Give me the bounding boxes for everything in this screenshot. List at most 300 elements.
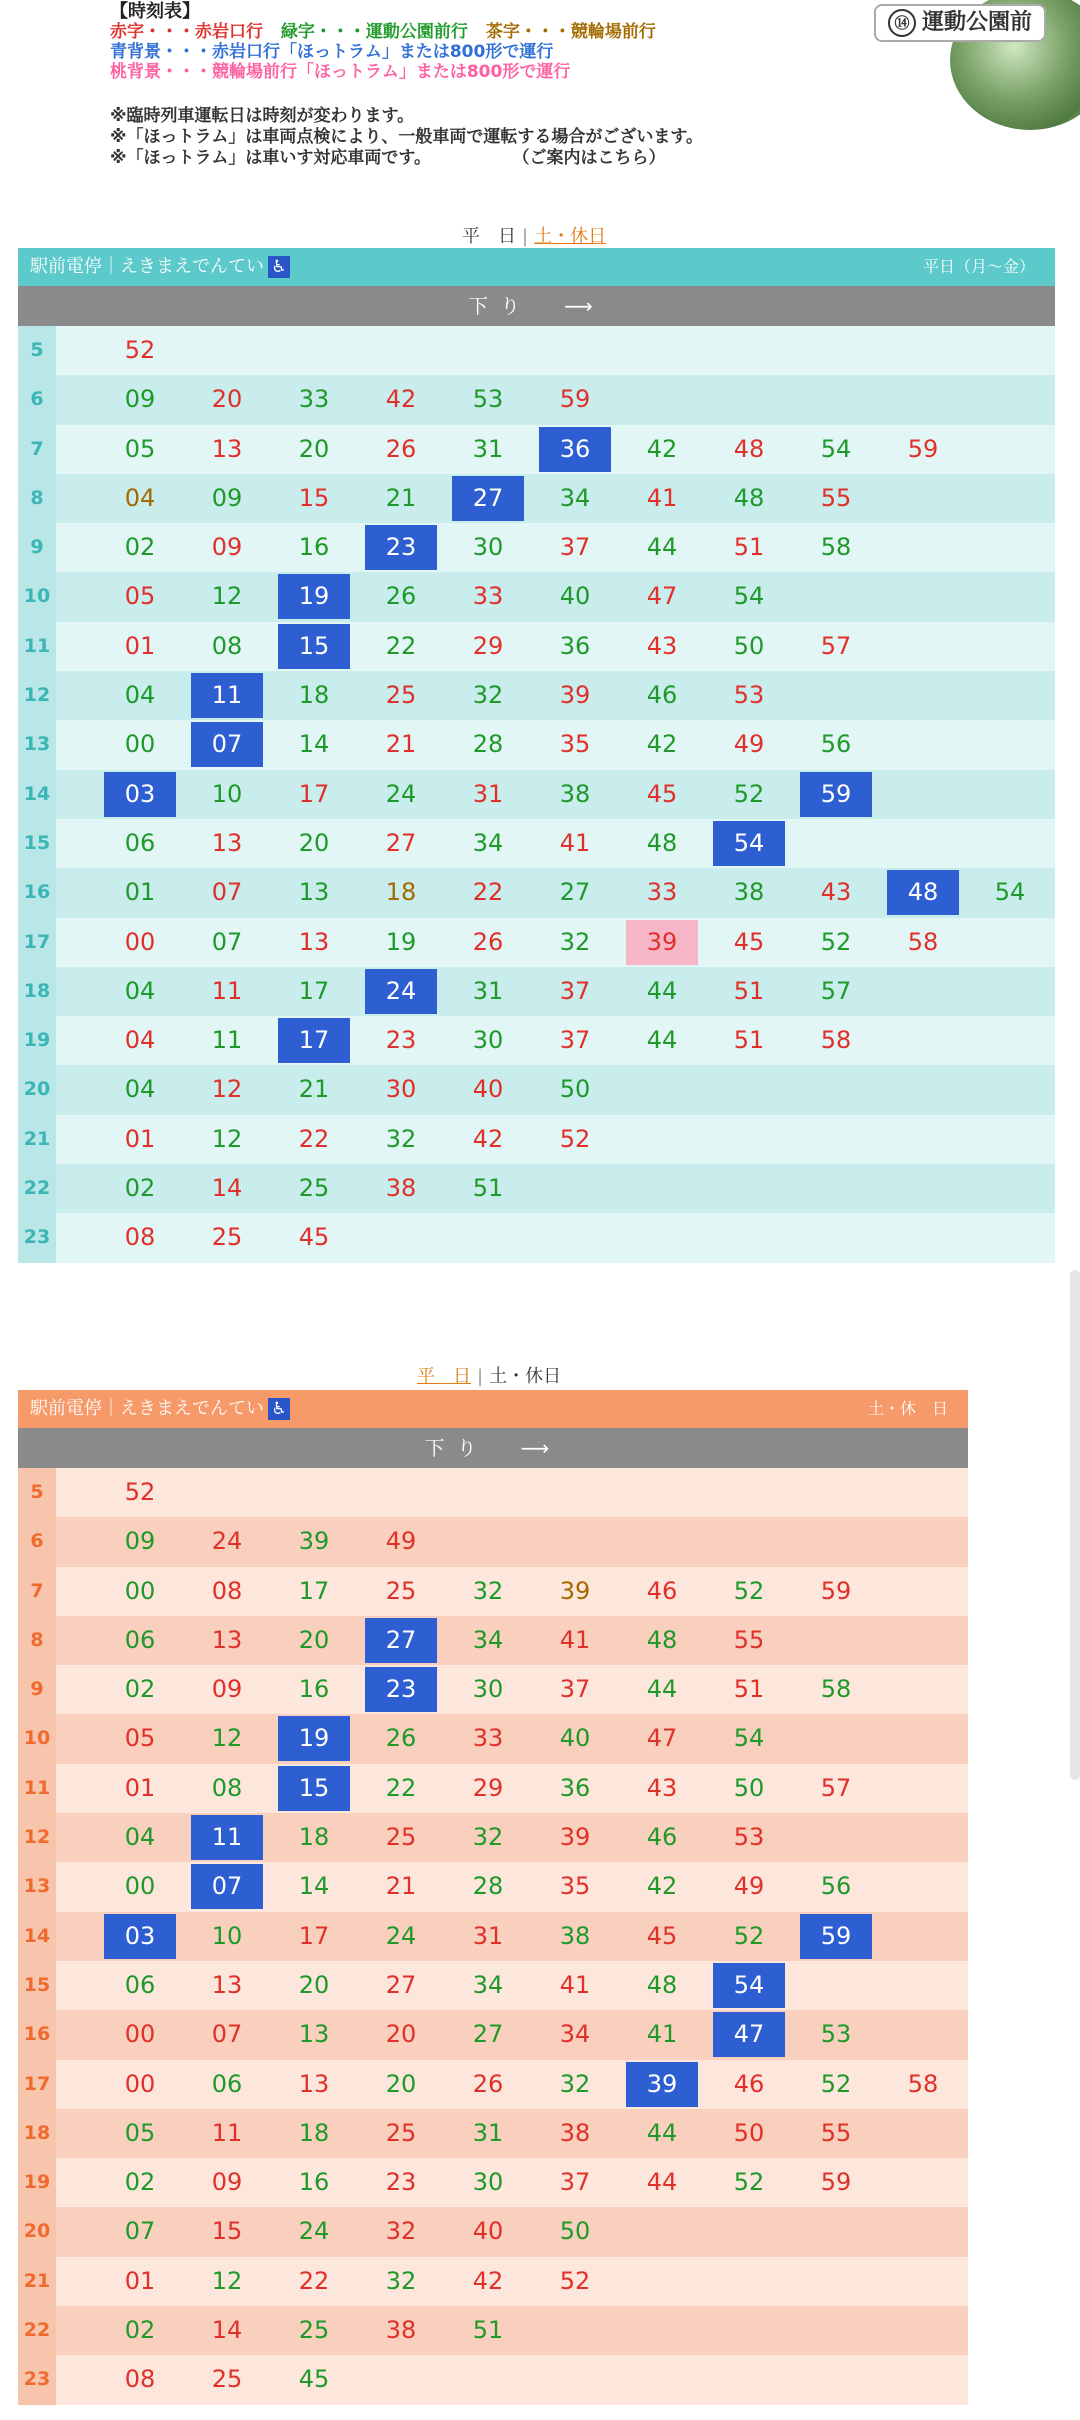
departure-minute: 43 xyxy=(820,878,852,907)
departure-minute: 42 xyxy=(646,730,678,759)
departure-minute: 16 xyxy=(298,2168,330,2197)
departure-minute: 07 xyxy=(211,927,243,956)
departure-minute: 22 xyxy=(385,1773,417,1802)
hour-row xyxy=(18,2060,968,2109)
departure-minute: 05 xyxy=(124,1724,156,1753)
hour-row xyxy=(18,2109,968,2158)
hour-label: 8 xyxy=(18,474,56,523)
hour-row xyxy=(18,1813,968,1862)
hour-label: 7 xyxy=(18,1567,56,1616)
departure-minute: 42 xyxy=(472,1124,504,1153)
departure-minute: 02 xyxy=(124,2316,156,2345)
stop-number: ⑭ xyxy=(888,9,916,37)
hour-row xyxy=(18,2010,968,2059)
departure-minute: 49 xyxy=(733,730,765,759)
hour-label: 14 xyxy=(18,770,56,819)
note-3: ※「ほっトラム」は車いす対応車両です。 xyxy=(110,148,431,168)
guide-link[interactable]: （ご案内はこちら） xyxy=(521,148,666,168)
departure-minute: 39 xyxy=(559,681,591,710)
departure-minute: 51 xyxy=(733,976,765,1005)
departure-minute: 43 xyxy=(646,1773,678,1802)
departure-minute: 05 xyxy=(124,582,156,611)
departure-minute: 40 xyxy=(559,582,591,611)
hour-label: 19 xyxy=(18,2158,56,2207)
departure-minute: 21 xyxy=(385,1872,417,1901)
hour-row xyxy=(18,572,1055,621)
departure-minute: 58 xyxy=(907,927,939,956)
departure-minute: 12 xyxy=(211,1124,243,1153)
departure-minute: 09 xyxy=(124,1527,156,1556)
departure-minute: 13 xyxy=(298,2069,330,2098)
departure-minute: 57 xyxy=(820,976,852,1005)
legend-red: 赤字・・・赤岩口行 xyxy=(110,22,263,42)
timetable-header xyxy=(18,1390,968,1428)
legend-brown: 茶字・・・競輪場前行 xyxy=(485,22,656,42)
departure-minute: 18 xyxy=(298,681,330,710)
departure-minute: 14 xyxy=(211,1174,243,1203)
hour-label: 19 xyxy=(18,1016,56,1065)
departure-minute: 55 xyxy=(820,483,852,512)
day-type-label: 平日（月〜金） xyxy=(922,257,1035,276)
departure-minute: 25 xyxy=(385,2118,417,2147)
departure-minute: 52 xyxy=(820,2069,852,2098)
legend-title: 【時刻表】 xyxy=(110,1,200,22)
hour-row xyxy=(18,770,1055,819)
departure-minute: 21 xyxy=(385,483,417,512)
hour-row xyxy=(18,1714,968,1763)
departure-minute: 22 xyxy=(385,631,417,660)
hour-label: 13 xyxy=(18,720,56,769)
departure-minute: 36 xyxy=(559,1773,591,1802)
departure-minute: 40 xyxy=(472,2217,504,2246)
departure-minute: 00 xyxy=(124,1576,156,1605)
departure-minute: 47 xyxy=(713,2012,785,2057)
departure-minute: 30 xyxy=(472,533,504,562)
hour-row xyxy=(18,967,1055,1016)
note-2: ※「ほっトラム」は車両点検により、一般車両で運転する場合がございます。 xyxy=(110,127,703,147)
departure-minute: 48 xyxy=(646,1625,678,1654)
departure-minute: 17 xyxy=(298,976,330,1005)
legend-pink-bg: 桃背景・・・競輪場前行「ほっトラム」または800形で運行 xyxy=(110,62,571,82)
departure-minute: 06 xyxy=(124,1625,156,1654)
departure-minute: 13 xyxy=(211,434,243,463)
tab-holiday[interactable]: 土・休日 xyxy=(534,226,607,247)
legend xyxy=(110,2,668,82)
hour-label: 6 xyxy=(18,375,56,424)
departure-minute: 32 xyxy=(472,1576,504,1605)
departure-minute: 02 xyxy=(124,533,156,562)
departure-minute: 21 xyxy=(298,1075,330,1104)
departure-minute: 41 xyxy=(646,2020,678,2049)
departure-minute: 34 xyxy=(472,1625,504,1654)
hour-row xyxy=(18,671,1055,720)
departure-minute: 38 xyxy=(559,779,591,808)
departure-minute: 28 xyxy=(472,730,504,759)
departure-minute: 25 xyxy=(385,681,417,710)
hour-label: 5 xyxy=(18,326,56,375)
hour-label: 11 xyxy=(18,1764,56,1813)
departure-minute: 15 xyxy=(278,624,350,669)
departure-minute: 00 xyxy=(124,1872,156,1901)
departure-minute: 32 xyxy=(385,1124,417,1153)
departure-minute: 44 xyxy=(646,2168,678,2197)
departure-minute: 23 xyxy=(365,525,437,570)
hour-label: 13 xyxy=(18,1862,56,1911)
departure-minute: 54 xyxy=(994,878,1026,907)
departure-minute: 04 xyxy=(124,483,156,512)
hour-row xyxy=(18,2207,968,2256)
departure-minute: 22 xyxy=(298,1124,330,1153)
departure-minute: 20 xyxy=(298,434,330,463)
departure-minute: 25 xyxy=(385,1576,417,1605)
departure-minute: 25 xyxy=(298,2316,330,2345)
hour-row xyxy=(18,474,1055,523)
departure-minute: 24 xyxy=(365,969,437,1014)
hour-row xyxy=(18,918,1055,967)
departure-minute: 40 xyxy=(559,1724,591,1753)
departure-minute: 58 xyxy=(820,1675,852,1704)
departure-minute: 24 xyxy=(385,1921,417,1950)
departure-minute: 04 xyxy=(124,1075,156,1104)
departure-minute: 45 xyxy=(298,2365,330,2394)
departure-minute: 54 xyxy=(733,582,765,611)
departure-minute: 42 xyxy=(385,385,417,414)
hour-row xyxy=(18,868,1055,917)
departure-minute: 32 xyxy=(472,1823,504,1852)
wheelchair-icon: ♿ xyxy=(268,1398,290,1420)
departure-minute: 34 xyxy=(559,2020,591,2049)
departure-minute: 20 xyxy=(211,385,243,414)
departure-minute: 22 xyxy=(298,2266,330,2295)
departure-minute: 20 xyxy=(298,828,330,857)
departure-minute: 09 xyxy=(211,483,243,512)
departure-minute: 52 xyxy=(559,1124,591,1153)
departure-minute: 45 xyxy=(646,779,678,808)
tab-weekday[interactable]: 平 日 xyxy=(417,1366,471,1387)
hour-label: 18 xyxy=(18,2109,56,2158)
hour-row xyxy=(18,1468,968,1517)
departure-minute: 25 xyxy=(211,1223,243,1252)
departure-minute: 37 xyxy=(559,533,591,562)
departure-minute: 44 xyxy=(646,1026,678,1055)
departure-minute: 09 xyxy=(124,385,156,414)
departure-minute: 08 xyxy=(211,631,243,660)
hour-label: 11 xyxy=(18,622,56,671)
hour-label: 6 xyxy=(18,1517,56,1566)
departure-minute: 59 xyxy=(820,2168,852,2197)
departure-minute: 11 xyxy=(211,1026,243,1055)
hour-label: 15 xyxy=(18,1961,56,2010)
departure-minute: 14 xyxy=(298,1872,330,1901)
departure-minute: 41 xyxy=(559,1625,591,1654)
departure-minute: 13 xyxy=(211,1970,243,1999)
departure-minute: 26 xyxy=(385,1724,417,1753)
hour-label: 9 xyxy=(18,523,56,572)
departure-minute: 54 xyxy=(713,821,785,866)
departure-minute: 15 xyxy=(278,1766,350,1811)
direction-label: 下り ⟶ xyxy=(18,286,1055,326)
departure-minute: 39 xyxy=(626,920,698,965)
departure-minute: 44 xyxy=(646,2118,678,2147)
hour-label: 16 xyxy=(18,2010,56,2059)
departure-minute: 46 xyxy=(646,1576,678,1605)
departure-minute: 07 xyxy=(191,722,263,767)
hour-row xyxy=(18,622,1055,671)
departure-minute: 01 xyxy=(124,1773,156,1802)
departure-minute: 11 xyxy=(211,2118,243,2147)
direction-label: 下り ⟶ xyxy=(18,1428,968,1468)
weekday-switch: 平 日 | 土・休日 xyxy=(462,226,607,247)
departure-minute: 32 xyxy=(385,2217,417,2246)
departure-minute: 23 xyxy=(365,1667,437,1712)
holiday-switch: 平 日 | 土・休日 xyxy=(417,1366,562,1387)
departure-minute: 22 xyxy=(472,878,504,907)
departure-minute: 24 xyxy=(211,1527,243,1556)
departure-minute: 52 xyxy=(124,1478,156,1506)
departure-minute: 17 xyxy=(298,779,330,808)
departure-minute: 01 xyxy=(124,1124,156,1153)
departure-minute: 31 xyxy=(472,976,504,1005)
departure-minute: 48 xyxy=(646,1970,678,1999)
departure-minute: 53 xyxy=(472,385,504,414)
departure-minute: 50 xyxy=(559,2217,591,2246)
hour-label: 10 xyxy=(18,1714,56,1763)
departure-minute: 20 xyxy=(385,2069,417,2098)
hour-row xyxy=(18,326,1055,375)
hour-row xyxy=(18,1764,968,1813)
hour-row xyxy=(18,2355,968,2404)
departure-minute: 58 xyxy=(820,1026,852,1055)
departure-minute: 04 xyxy=(124,681,156,710)
hour-row xyxy=(18,2306,968,2355)
hour-label: 17 xyxy=(18,918,56,967)
hour-label: 21 xyxy=(18,2257,56,2306)
departure-minute: 17 xyxy=(278,1018,350,1063)
departure-minute: 18 xyxy=(385,878,417,907)
departure-minute: 28 xyxy=(472,1872,504,1901)
departure-minute: 09 xyxy=(211,1675,243,1704)
departure-minute: 34 xyxy=(472,1970,504,1999)
departure-minute: 42 xyxy=(472,2266,504,2295)
departure-minute: 54 xyxy=(820,434,852,463)
tab-weekday[interactable]: 平 日 xyxy=(462,226,516,247)
departure-minute: 01 xyxy=(124,631,156,660)
departure-minute: 32 xyxy=(559,2069,591,2098)
departure-minute: 10 xyxy=(211,1921,243,1950)
departure-minute: 45 xyxy=(733,927,765,956)
departure-minute: 56 xyxy=(820,730,852,759)
departure-minute: 27 xyxy=(452,476,524,521)
departure-minute: 38 xyxy=(733,878,765,907)
weekday-timetable xyxy=(18,248,1055,1263)
scrollbar[interactable] xyxy=(1070,1270,1080,1780)
departure-minute: 02 xyxy=(124,1174,156,1203)
departure-minute: 52 xyxy=(820,927,852,956)
departure-minute: 44 xyxy=(646,976,678,1005)
departure-minute: 38 xyxy=(385,1174,417,1203)
departure-minute: 16 xyxy=(298,533,330,562)
departure-minute: 23 xyxy=(385,1026,417,1055)
departure-minute: 40 xyxy=(472,1075,504,1104)
hour-row xyxy=(18,523,1055,572)
departure-minute: 18 xyxy=(298,2118,330,2147)
departure-minute: 35 xyxy=(559,730,591,759)
departure-minute: 31 xyxy=(472,2118,504,2147)
departure-minute: 24 xyxy=(385,779,417,808)
departure-minute: 46 xyxy=(646,1823,678,1852)
departure-minute: 33 xyxy=(298,385,330,414)
hour-row xyxy=(18,2257,968,2306)
departure-minute: 26 xyxy=(385,434,417,463)
hour-label: 18 xyxy=(18,967,56,1016)
departure-minute: 13 xyxy=(298,927,330,956)
departure-minute: 34 xyxy=(559,483,591,512)
hour-label: 16 xyxy=(18,868,56,917)
departure-minute: 26 xyxy=(385,582,417,611)
hour-label: 23 xyxy=(18,2355,56,2404)
departure-minute: 20 xyxy=(298,1625,330,1654)
departure-minute: 12 xyxy=(211,582,243,611)
hour-row xyxy=(18,425,1055,474)
departure-minute: 20 xyxy=(298,1970,330,1999)
departure-minute: 13 xyxy=(211,828,243,857)
hour-row xyxy=(18,1517,968,1566)
hour-label: 12 xyxy=(18,671,56,720)
timetable-rows xyxy=(18,326,1055,1263)
hour-row xyxy=(18,1665,968,1714)
departure-minute: 31 xyxy=(472,434,504,463)
note-1: ※臨時列車運転日は時刻が変わります。 xyxy=(110,106,415,126)
departure-minute: 52 xyxy=(733,1921,765,1950)
departure-minute: 52 xyxy=(733,1576,765,1605)
departure-minute: 08 xyxy=(211,1576,243,1605)
departure-minute: 31 xyxy=(472,1921,504,1950)
departure-minute: 56 xyxy=(820,1872,852,1901)
hour-label: 20 xyxy=(18,2207,56,2256)
departure-minute: 37 xyxy=(559,1675,591,1704)
departure-minute: 17 xyxy=(298,1576,330,1605)
departure-minute: 25 xyxy=(211,2365,243,2394)
departure-minute: 51 xyxy=(733,1675,765,1704)
departure-minute: 33 xyxy=(472,582,504,611)
departure-minute: 50 xyxy=(733,2118,765,2147)
departure-minute: 25 xyxy=(385,1823,417,1852)
hour-label: 22 xyxy=(18,2306,56,2355)
hour-row xyxy=(18,720,1055,769)
departure-minute: 38 xyxy=(559,2118,591,2147)
departure-minute: 52 xyxy=(733,2168,765,2197)
departure-minute: 14 xyxy=(298,730,330,759)
departure-minute: 05 xyxy=(124,434,156,463)
departure-minute: 48 xyxy=(646,828,678,857)
departure-minute: 26 xyxy=(472,2069,504,2098)
hour-row xyxy=(18,1016,1055,1065)
departure-minute: 34 xyxy=(472,828,504,857)
departure-minute: 02 xyxy=(124,2168,156,2197)
day-type-label: 土・休 日 xyxy=(867,1399,948,1418)
timetable-header xyxy=(18,248,1055,286)
hour-label: 5 xyxy=(18,1468,56,1517)
hour-row xyxy=(18,1115,1055,1164)
departure-minute: 29 xyxy=(472,631,504,660)
departure-minute: 00 xyxy=(124,2069,156,2098)
departure-minute: 37 xyxy=(559,2168,591,2197)
departure-minute: 03 xyxy=(104,1914,176,1959)
departure-minute: 42 xyxy=(646,434,678,463)
departure-minute: 55 xyxy=(733,1625,765,1654)
departure-minute: 47 xyxy=(646,1724,678,1753)
departure-minute: 41 xyxy=(559,1970,591,1999)
departure-minute: 06 xyxy=(124,1970,156,1999)
departure-minute: 19 xyxy=(385,927,417,956)
hour-row xyxy=(18,1912,968,1961)
departure-minute: 12 xyxy=(211,1075,243,1104)
departure-minute: 27 xyxy=(385,828,417,857)
hour-label: 22 xyxy=(18,1164,56,1213)
departure-minute: 50 xyxy=(733,631,765,660)
wheelchair-icon: ♿ xyxy=(268,256,290,278)
hour-row xyxy=(18,1164,1055,1213)
departure-minute: 00 xyxy=(124,2020,156,2049)
departure-minute: 07 xyxy=(211,2020,243,2049)
departure-minute: 07 xyxy=(124,2217,156,2246)
departure-minute: 45 xyxy=(646,1921,678,1950)
departure-minute: 19 xyxy=(278,574,350,619)
departure-minute: 46 xyxy=(646,681,678,710)
departure-minute: 13 xyxy=(298,878,330,907)
departure-minute: 59 xyxy=(559,385,591,414)
hour-label: 12 xyxy=(18,1813,56,1862)
hour-label: 10 xyxy=(18,572,56,621)
hour-label: 15 xyxy=(18,819,56,868)
departure-minute: 19 xyxy=(278,1716,350,1761)
legend-green: 緑字・・・運動公園前行 xyxy=(280,22,468,42)
departure-minute: 32 xyxy=(385,2266,417,2295)
departure-minute: 58 xyxy=(820,533,852,562)
hour-row xyxy=(18,819,1055,868)
departure-minute: 21 xyxy=(385,730,417,759)
departure-minute: 27 xyxy=(559,878,591,907)
departure-minute: 00 xyxy=(124,927,156,956)
departure-minute: 04 xyxy=(124,1026,156,1055)
departure-minute: 04 xyxy=(124,976,156,1005)
departure-minute: 01 xyxy=(124,2266,156,2295)
hour-row xyxy=(18,1616,968,1665)
tab-holiday[interactable]: 土・休日 xyxy=(489,1366,562,1387)
departure-minute: 59 xyxy=(820,1576,852,1605)
departure-minute: 27 xyxy=(472,2020,504,2049)
departure-minute: 32 xyxy=(559,927,591,956)
departure-minute: 25 xyxy=(298,1174,330,1203)
departure-minute: 30 xyxy=(472,1026,504,1055)
hour-row xyxy=(18,1862,968,1911)
departure-minute: 23 xyxy=(385,2168,417,2197)
departure-minute: 36 xyxy=(559,631,591,660)
departure-minute: 59 xyxy=(800,1914,872,1959)
departure-minute: 57 xyxy=(820,631,852,660)
hour-row xyxy=(18,375,1055,424)
departure-minute: 30 xyxy=(472,1675,504,1704)
hour-label: 9 xyxy=(18,1665,56,1714)
departure-minute: 37 xyxy=(559,1026,591,1055)
departure-minute: 02 xyxy=(124,1675,156,1704)
station-name: 駅前電停｜えきまえでんてい xyxy=(30,1398,264,1419)
departure-minute: 14 xyxy=(211,2316,243,2345)
departure-minute: 16 xyxy=(298,1675,330,1704)
notes xyxy=(110,106,703,169)
departure-minute: 29 xyxy=(472,1773,504,1802)
departure-minute: 12 xyxy=(211,1724,243,1753)
